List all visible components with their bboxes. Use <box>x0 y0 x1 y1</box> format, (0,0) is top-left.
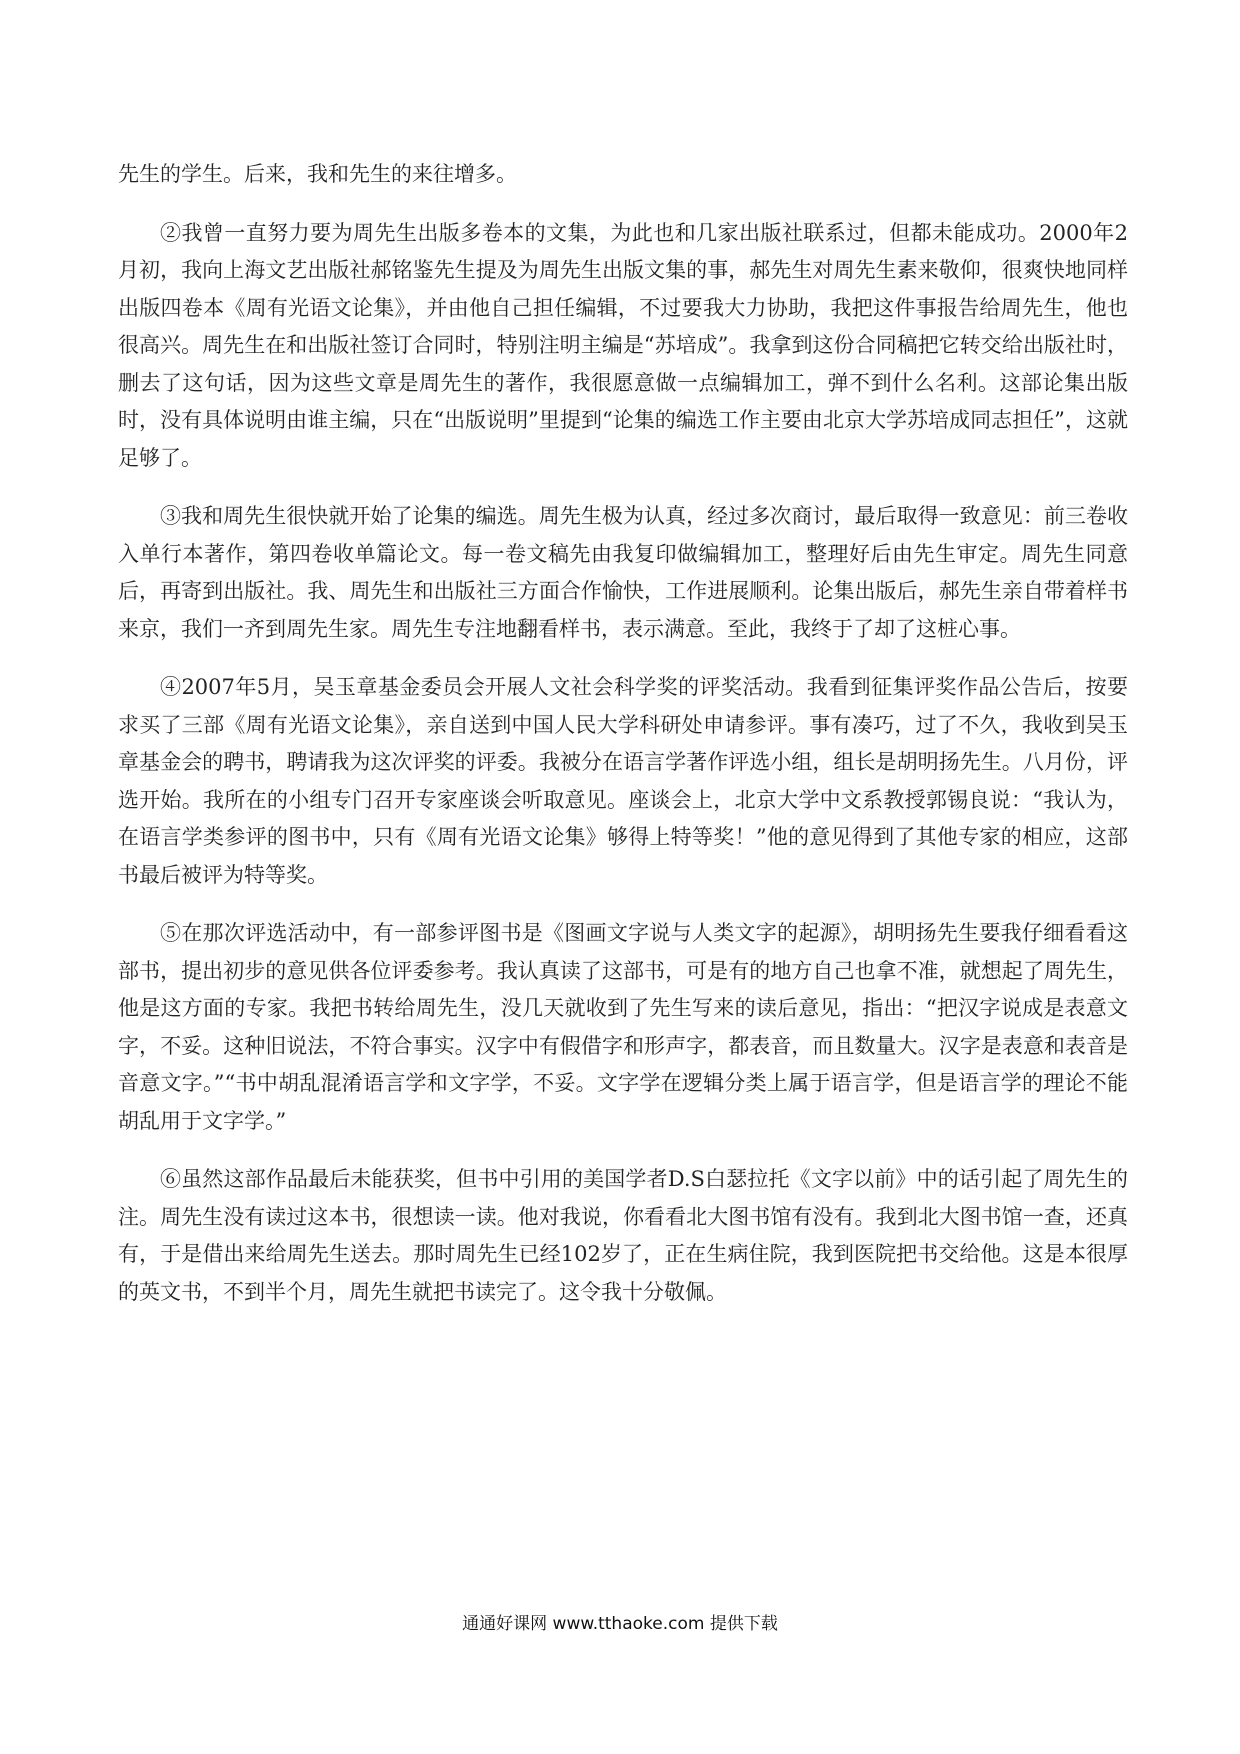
article-body <box>118 156 1128 1332</box>
paragraph-4: ④2007年5月，吴玉章基金委员会开展人文社会科学奖的评奖活动。我看到征集评奖作品公告后，按要求买了三部《周有光语文论集》，亲自送到中国人民大学科研处申请参评。事有凑巧，过了不久，我收到吴玉章基金会的聘书，聘请我为这次评奖的评委。我被分在语言学著作评选小组，组长是胡明扬先生。八月份，评选开始。我所在的小组专门召开专家座谈会听取意见。座谈会上，北京大学中文系教授郭锡良说：“我认为，在语言学类参评的图书中，只有《周有光语文论集》够得上特等奖！”他的意见得到了其他专家的相应，这部书最后被评为特等奖。 <box>118 675 1128 887</box>
paragraph-6: ⑥虽然这部作品最后未能获奖，但书中引用的美国学者D.S白瑟拉托《文字以前》中的话引起了周先生的注。周先生没有读过这本书，很想读一读。他对我说，你看看北大图书馆有没有。我到北大图书馆一查，还真有，于是借出来给周先生送去。那时周先生已经102岁了，正在生病住院，我到医院把书交给他。这是本很厚的英文书，不到半个月，周先生就把书读完了。这令我十分敬佩。 <box>118 1167 1128 1304</box>
paragraph-3: ③我和周先生很快就开始了论集的编选。周先生极为认真，经过多次商讨，最后取得一致意见：前三卷收入单行本著作，第四卷收单篇论文。每一卷文稿先由我复印做编辑加工，整理好后由先生审定。周先生同意后，再寄到出版社。我、周先生和出版社三方面合作愉快，工作进展顺利。论集出版后，郝先生亲自带着样书来京，我们一齐到周先生家。周先生专注地翻看样书，表示满意。至此，我终于了却了这桩心事。 <box>118 504 1128 641</box>
paragraph-5: ⑤在那次评选活动中，有一部参评图书是《图画文字说与人类文字的起源》，胡明扬先生要我仔细看看这部书，提出初步的意见供各位评委参考。我认真读了这部书，可是有的地方自己也拿不准，就想起了周先生，他是这方面的专家。我把书转给周先生，没几天就收到了先生写来的读后意见，指出：“把汉字说成是表意文字，不妥。这种旧说法，不符合事实。汉字中有假借字和形声字，都表音，而且数量大。汉字是表意和表音是音意文字。”“书中胡乱混淆语言学和文字学，不妥。文字学在逻辑分类上属于语言学，但是语言学的理论不能胡乱用于文字学。” <box>118 921 1128 1133</box>
page-footer: 通通好课网 www.tthaoke.com 提供下载 <box>462 1614 778 1634</box>
paragraph-1: 先生的学生。后来，我和先生的来往增多。 <box>118 162 517 186</box>
paragraph-2: ②我曾一直努力要为周先生出版多卷本的文集，为此也和几家出版社联系过，但都未能成功。2000年2月初，我向上海文艺出版社郝铭鉴先生提及为周先生出版文集的事，郝先生对周先生素来敬仰，很爽快地同样出版四卷本《周有光语文论集》，并由他自己担任编辑，不过要我大力协助，我把这件事报告给周先生，他也很高兴。周先生在和出版社签订合同时，特别注明主编是“苏培成”。我拿到这份合同稿把它转交给出版社时，删去了这句话，因为这些文章是周先生的著作，我很愿意做一点编辑加工，弹不到什么名利。这部论集出版时，没有具体说明由谁主编，只在“出版说明”里提到“论集的编选工作主要由北京大学苏培成同志担任”，这就足够了。 <box>118 220 1128 470</box>
